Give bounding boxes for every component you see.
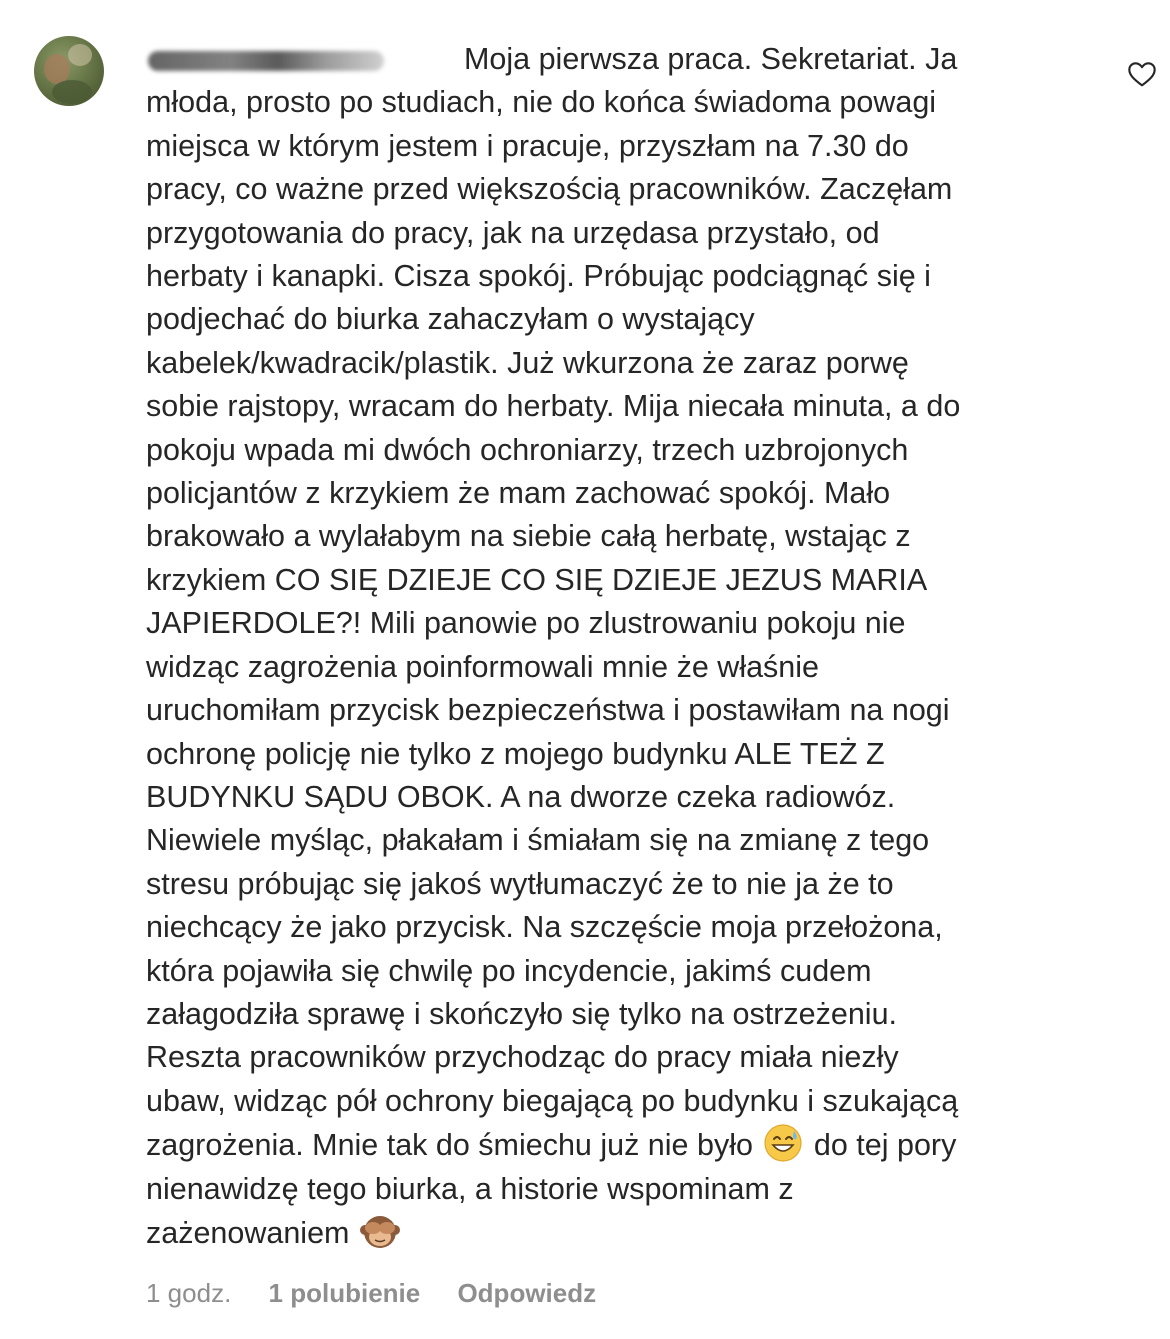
avatar[interactable] xyxy=(34,36,104,106)
avatar-photo-blob xyxy=(68,44,92,66)
likes-count-link[interactable]: 1 polubienie xyxy=(268,1277,421,1308)
comment-text-continued: do tej pory nienawidzę tego biurka, a historie wspominam z zażenowaniem xyxy=(146,1128,957,1250)
grinning-face-with-sweat-icon xyxy=(763,1123,803,1163)
see-no-evil-monkey-icon xyxy=(360,1211,400,1251)
avatar-photo-blob xyxy=(52,80,92,104)
comment-text: Moja pierwsza praca. Sekretariat. Ja młoda, prosto po studiach, nie do końca świadoma powagi miejsca w którym jestem i pracuje, przyszłam na 7.30 do pracy, co ważne przed większością pracowników. Zaczęłam przygotowania do pracy, jak na urzędasa przystało, od herbaty i kanapki. Cisza spokój. Próbując podciągnąć się i podjechać do biurka zahaczyłam o wystający kabelek/kwadracik/plastik. Już wkurzona że zaraz porwę sobie rajstopy, wracam do herbaty. Mija niecała minuta, a do pokoju wpada mi dwóch ochroniarzy, trzech uzbrojonych policjantów z krzykiem że mam zachować spokój. Mało brakowało a wylałabym na siebie całą herbatę, wstając z krzykiem CO SIĘ DZIEJE CO SIĘ DZIEJE JEZUS MARIA JAPIERDOLE?! Mili panowie po zlustrowaniu pokoju nie widząc zagrożenia poinformowali mnie że właśnie uruchomiłam przycisk bezpieczeństwa i postawiłam na nogi ochronę policję nie tylko z mojego budynku ALE TEŻ Z BUDYNKU SĄDU OBOK. A na dworze czeka radiowóz. Niewiele myśląc, płakałam i śmiałam się na zmianę z tego stresu próbując się jakoś wytłumaczyć że to nie ja że to niechcący że jako przycisk. Na szczęście moja przełożona, która pojawiła się chwilę po incydencie, jakimś cudem załagodziła sprawę i skończyło się tylko na ostrzeżeniu. Reszta pracowników przychodząc do pracy miała niezły ubaw, widząc pół ochrony biegającą po budynku i szukającą zagrożenia. Mnie tak do śmiechu już nie było xyxy=(146,42,961,1163)
comment-timestamp: 1 godz. xyxy=(146,1277,232,1308)
username-link[interactable] xyxy=(146,49,398,73)
heart-outline-icon[interactable] xyxy=(1126,58,1158,90)
comment-body xyxy=(146,38,1096,1255)
comment-footer xyxy=(146,1276,596,1309)
reply-button[interactable]: Odpowiedz xyxy=(457,1277,597,1308)
username-text xyxy=(146,39,396,82)
